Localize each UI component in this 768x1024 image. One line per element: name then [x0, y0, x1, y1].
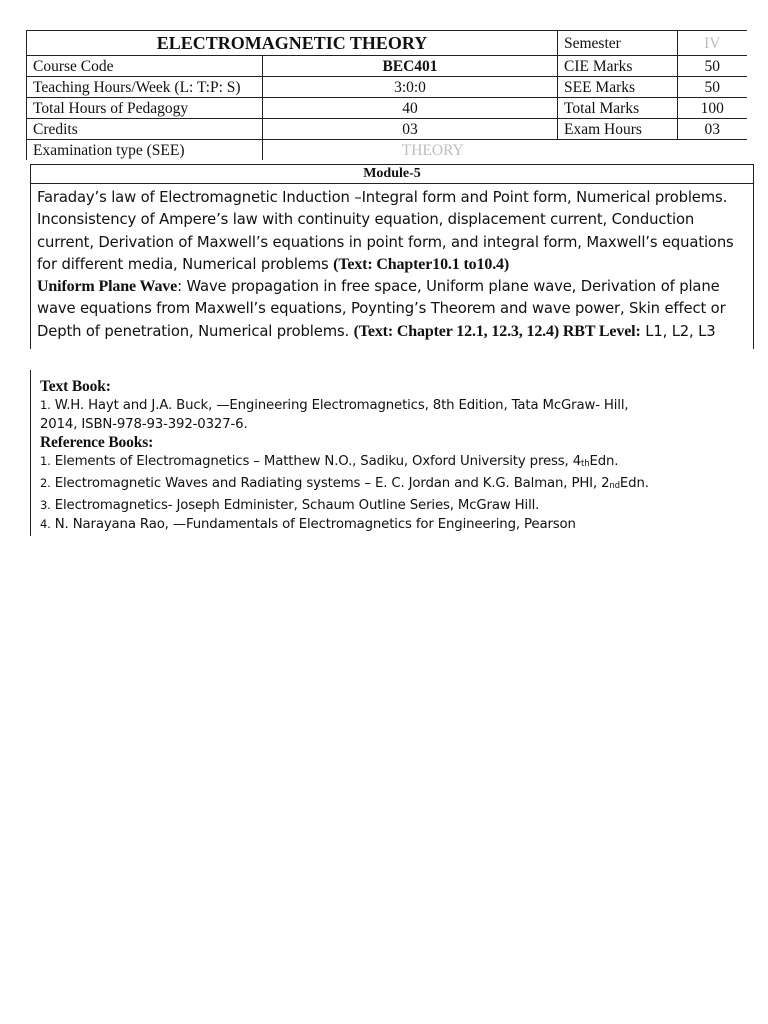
left-border-line	[30, 370, 31, 536]
total-hours-value: 40	[263, 98, 558, 119]
text-reference-1: (Text: Chapter10.1 to10.4)	[333, 255, 510, 273]
reference-heading: Reference Books:	[40, 434, 154, 451]
text-reference-2: (Text: Chapter 12.1, 12.3, 12.4) RBT Level:	[353, 322, 641, 340]
module-section	[30, 164, 754, 349]
uniform-plane-wave-heading: Uniform Plane Wave	[37, 278, 178, 296]
teaching-hours-value: 3:0:0	[263, 77, 558, 98]
books-section	[40, 378, 755, 534]
credits-label: Credits	[27, 119, 263, 140]
exam-type-label: Examination type (SEE)	[27, 140, 263, 161]
teaching-hours-label: Teaching Hours/Week (L: T:P: S)	[27, 77, 263, 98]
module-content	[31, 184, 753, 349]
textbook-heading: Text Book:	[40, 378, 111, 395]
total-marks-label: Total Marks	[558, 98, 678, 119]
list-item: 1. W.H. Hayt and J.A. Buck, —Engineering Electromagnetics, 8th Edition, Tata McGraw- Hill,	[40, 398, 629, 413]
total-marks-value: 100	[678, 98, 747, 119]
course-code-value: BEC401	[263, 56, 558, 77]
semester-label: Semester	[558, 31, 678, 56]
course-title: ELECTROMAGNETIC THEORY	[27, 31, 558, 56]
module-paragraph-2: : Wave propagation in free space, Uniform plane wave, Derivation of plane wave equations from Maxwell’s equations, Poynting’s Theorem and wave power, Skin effect or Depth of penetration, Numerical problems.	[37, 278, 726, 340]
exam-hours-value: 03	[678, 119, 747, 140]
table-row	[27, 77, 747, 98]
see-marks-label: SEE Marks	[558, 77, 678, 98]
course-title-row	[27, 31, 747, 56]
list-item-continued: 2014, ISBN-978-93-392-0327-6.	[40, 417, 248, 432]
table-row	[27, 119, 747, 140]
credits-value: 03	[263, 119, 558, 140]
module-title: Module-5	[31, 165, 753, 184]
list-item: 2. Electromagnetic Waves and Radiating systems – E. C. Jordan and K.G. Balman, PHI, $2_{nd}Edn$.	[40, 476, 649, 491]
table-row	[27, 56, 747, 77]
rbt-levels: L1, L2, L3	[640, 322, 716, 340]
list-item: 3. Electromagnetics- Joseph Edminister, Schaum Outline Series, McGraw Hill.	[40, 498, 540, 513]
semester-value: IV	[678, 31, 747, 56]
table-row	[27, 140, 747, 161]
see-marks-value: 50	[678, 77, 747, 98]
module-paragraph-1: Faraday’s law of Electromagnetic Induction –Integral form and Point form, Numerical problems. Inconsistency of Ampere’s law with continuity equation, displacement current, Conduction current, Derivation of Maxwell’s equations in point form, and integral form, Maxwell’s equations for different media, Numerical problems	[37, 189, 734, 273]
course-code-label: Course Code	[27, 56, 263, 77]
list-item: 4. N. Narayana Rao, —Fundamentals of Electromagnetics for Engineering, Pearson	[40, 517, 576, 532]
total-hours-label: Total Hours of Pedagogy	[27, 98, 263, 119]
exam-hours-label: Exam Hours	[558, 119, 678, 140]
exam-type-value: THEORY	[263, 140, 747, 161]
cie-marks-label: CIE Marks	[558, 56, 678, 77]
cie-marks-value: 50	[678, 56, 747, 77]
table-row	[27, 98, 747, 119]
course-info-table	[26, 30, 747, 160]
list-item: 1. Elements of Electromagnetics – Matthew N.O., Sadiku, Oxford University press, $4_{th}Edn$.	[40, 454, 619, 469]
